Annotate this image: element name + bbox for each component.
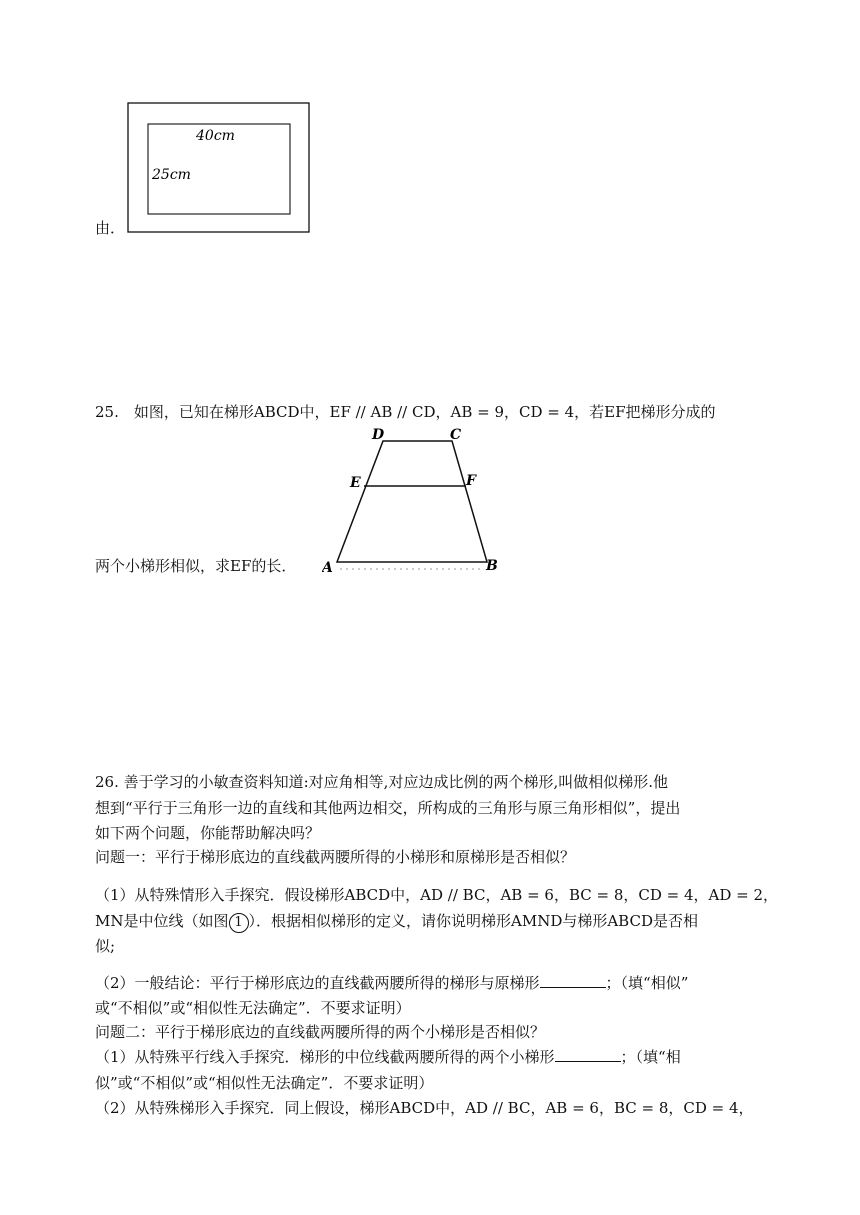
answer-blank-1 bbox=[540, 973, 606, 988]
q26-line1: 26. 善于学习的小敏查资料知道:对应角相等,对应边成比例的两个梯形,叫做相似梯形.他 bbox=[95, 773, 668, 791]
q25-line2: 两个小梯形相似，求EF的长． bbox=[95, 557, 297, 575]
answer-blank-2 bbox=[555, 1047, 621, 1062]
q26-line13: （2）从特殊梯形入手探究．同上假设，梯形ABCD中，AD // BC，AB = 6，BC = 8，CD = 4， bbox=[95, 1099, 754, 1117]
frame-figure bbox=[126, 102, 312, 236]
label-f: F bbox=[466, 473, 476, 489]
q24-text: 由． bbox=[95, 219, 126, 237]
trapezoid-figure bbox=[322, 424, 504, 576]
label-c: C bbox=[450, 427, 462, 443]
trapezoid-abcd bbox=[337, 441, 487, 562]
q26-line9: 或“不相似”或“相似性无法确定”．不要求证明） bbox=[95, 999, 411, 1017]
width-label: 40cm bbox=[196, 128, 235, 144]
q26-line7: 似; bbox=[95, 937, 116, 955]
q26-line10: 问题二：平行于梯形底边的直线截两腰所得的两个小梯形是否相似？ bbox=[95, 1023, 546, 1041]
q26-line5: （1）从特殊情形入手探究．假设梯形ABCD中，AD // BC，AB = 6，BC = 8，CD = 4，AD = 2， bbox=[95, 886, 779, 904]
q26-line6: MN是中位线（如图 1 ）．根据相似梯形的定义，请你说明梯形AMND与梯形ABCD是否相 bbox=[95, 910, 698, 933]
q26-line12: 似”或“不相似”或“相似性无法确定”．不要求证明） bbox=[95, 1074, 434, 1092]
q26-line4: 问题一：平行于梯形底边的直线截两腰所得的小梯形和原梯形是否相似？ bbox=[95, 848, 576, 866]
label-d: D bbox=[372, 427, 385, 443]
label-b: B bbox=[486, 558, 498, 574]
label-a: A bbox=[322, 560, 333, 576]
q26-line2: 想到“平行于三角形一边的直线和其他两边相交，所构成的三角形与原三角形相似”，提出 bbox=[95, 799, 681, 817]
label-e: E bbox=[350, 475, 361, 491]
q25-line1: 25. 如图，已知在梯形ABCD中，EF // AB // CD，AB = 9，CD = 4，若EF把梯形分成的 bbox=[95, 403, 716, 421]
figure-number-circle: 1 bbox=[229, 913, 249, 933]
q26-line3: 如下两个问题，你能帮助解决吗？ bbox=[95, 824, 321, 842]
q26-line8: （2）一般结论：平行于梯形底边的直线截两腰所得的梯形与原梯形 ；（填“相似” bbox=[95, 974, 689, 992]
height-label: 25cm bbox=[152, 167, 191, 183]
q26-line11: （1）从特殊平行线入手探究．梯形的中位线截两腰所得的两个小梯形 ；（填“相 bbox=[95, 1048, 681, 1066]
